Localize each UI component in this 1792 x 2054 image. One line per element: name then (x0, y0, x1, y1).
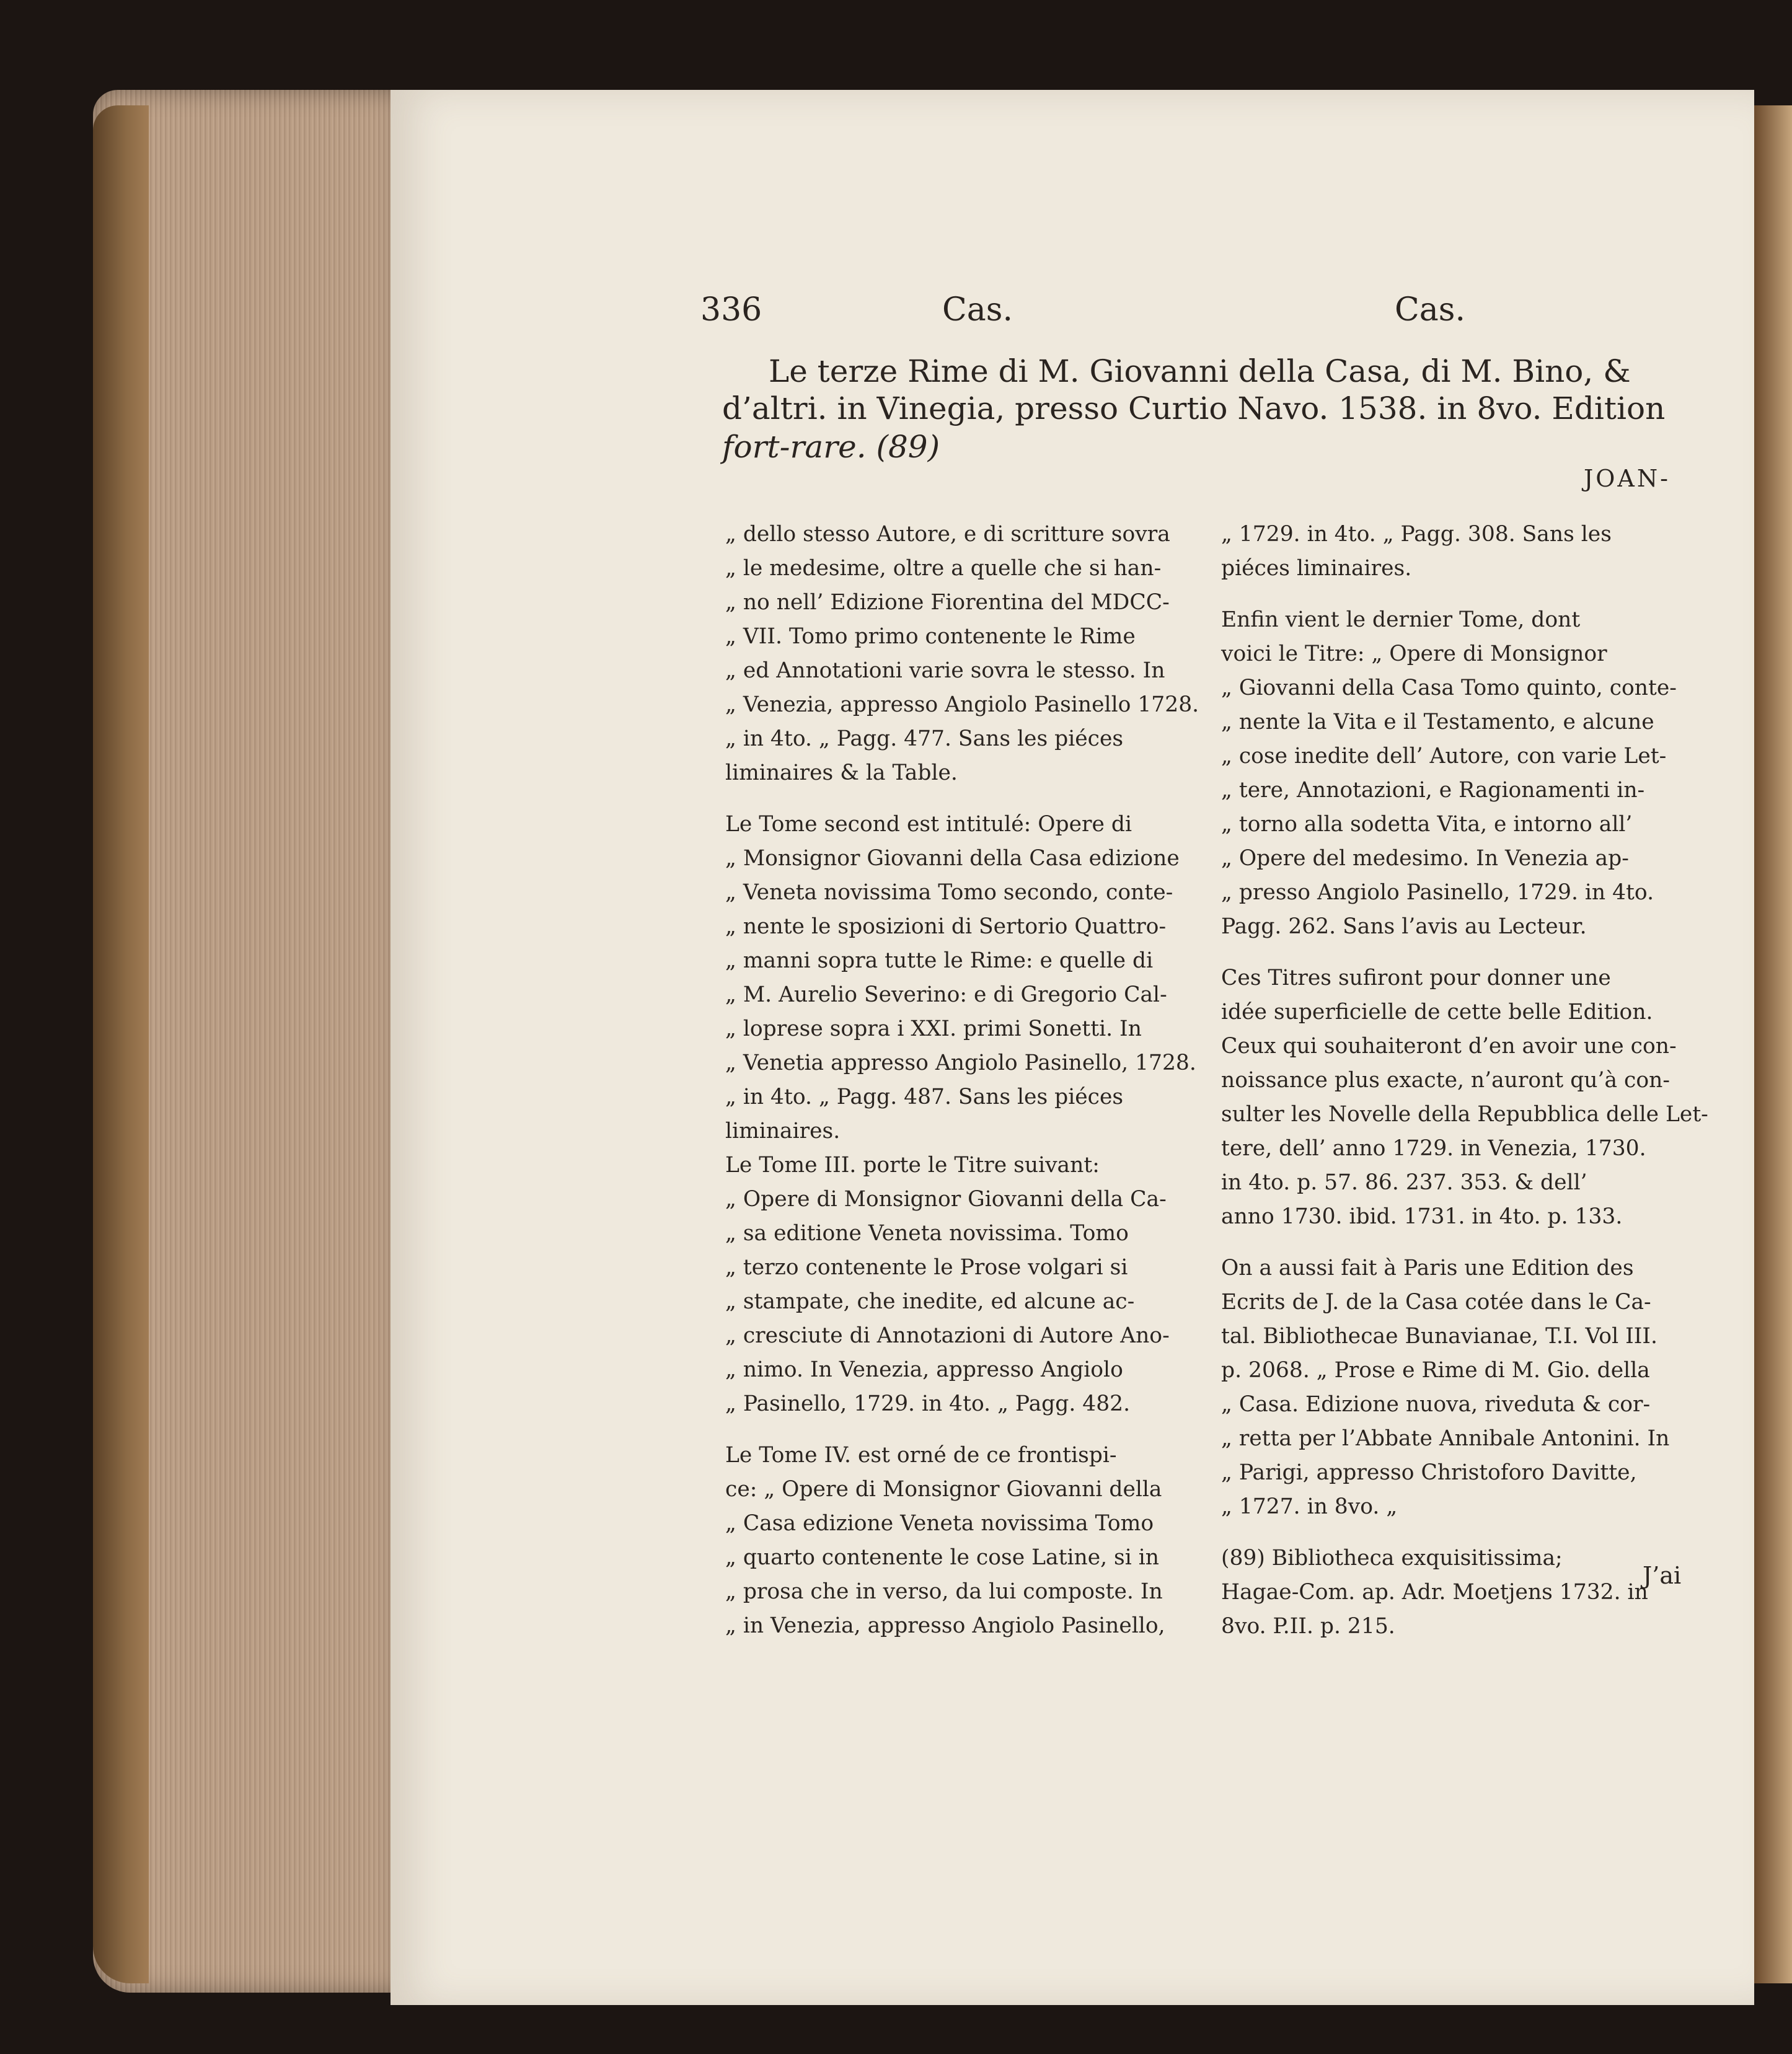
text-line: in 4to. p. 57. 86. 237. 353. & dell’ (1221, 1170, 1587, 1195)
text-line: „ Veneta novissima Tomo secondo, conte- (725, 880, 1173, 905)
title-line-3: fort-rare. (89) (722, 429, 940, 465)
text-line: „ ed Annotationi varie sovra le stesso. In (725, 658, 1165, 683)
paragraph-gap (1221, 944, 1686, 961)
text-line: „ Giovanni della Casa Tomo quinto, conte- (1221, 676, 1677, 700)
text-line: „ prosa che in verso, da lui composte. In (725, 1579, 1163, 1604)
text-line: „ VII. Tomo primo contenente le Rime (725, 624, 1136, 649)
text-line: „ Opere del medesimo. In Venezia ap- (1221, 846, 1629, 871)
left-column (725, 518, 1199, 1643)
text-line: „ 1727. in 8vo. „ (1221, 1494, 1398, 1519)
footnote-line: (89) Bibliotheca exquisitissima; (1221, 1546, 1563, 1571)
text-line: „ Casa. Edizione nuova, riveduta & cor- (1221, 1392, 1651, 1417)
text-line: „ cresciute di Annotazioni di Autore Ano- (725, 1323, 1170, 1348)
text-line: liminaires & la Table. (725, 760, 958, 785)
title-line-2: d’altri. in Vinegia, presso Curtio Navo. 1538. in 8vo. Edition (722, 390, 1666, 426)
text-line: voici le Titre: „ Opere di Monsignor (1221, 641, 1607, 666)
text-line: „ Opere di Monsignor Giovanni della Ca- (725, 1187, 1167, 1212)
text-line: „ Pasinello, 1729. in 4to. „ Pagg. 482. (725, 1391, 1131, 1416)
text-line: „ loprese sopra i XXI. primi Sonetti. In (725, 1016, 1142, 1041)
paragraph-gap (1221, 586, 1686, 603)
text-line: „ Parigi, appresso Christoforo Davitte, (1221, 1460, 1637, 1485)
text-line: „ in 4to. „ Pagg. 477. Sans les piéces (725, 726, 1124, 751)
text-line: „ nente le sposizioni di Sertorio Quattro- (725, 914, 1167, 939)
text-line: Le Tome IV. est orné de ce frontispi- (725, 1443, 1117, 1468)
text-line: Pagg. 262. Sans l’avis au Lecteur. (1221, 914, 1587, 939)
text-line: „ 1729. in 4to. „ Pagg. 308. Sans les (1221, 522, 1612, 547)
text-line: „ no nell’ Edizione Fiorentina del MDCC- (725, 590, 1170, 615)
text-line: „ nimo. In Venezia, appresso Angiolo (725, 1357, 1123, 1382)
text-line: Ecrits de J. de la Casa cotée dans le Ca- (1221, 1290, 1651, 1315)
text-line: Le Tome III. porte le Titre suivant: (725, 1153, 1100, 1178)
text-line: Le Tome second est intitulé: Opere di (725, 812, 1132, 837)
text-line: „ tere, Annotazioni, e Ragionamenti in- (1221, 778, 1645, 803)
text-line: „ retta per l’Abbate Annibale Antonini. In (1221, 1426, 1670, 1451)
text-line: „ manni sopra tutte le Rime: e quelle di (725, 948, 1154, 973)
paragraph-gap (1221, 1234, 1686, 1251)
text-line: p. 2068. „ Prose e Rime di M. Gio. della (1221, 1358, 1650, 1383)
right-column (1221, 518, 1708, 1644)
text-line: „ nente la Vita e il Testamento, e alcune (1221, 710, 1654, 734)
text-line: „ terzo contenente le Prose volgari si (725, 1255, 1128, 1280)
text-line: On a aussi fait à Paris une Edition des (1221, 1256, 1634, 1280)
text-line: „ in Venezia, appresso Angiolo Pasinello, (725, 1613, 1165, 1638)
book-cover-edge (93, 105, 149, 1983)
text-line: liminaires. (725, 1119, 841, 1144)
paragraph-gap (1221, 1524, 1686, 1541)
facing-page-edge (1754, 105, 1792, 1983)
running-head-right: Cas. (1395, 291, 1466, 328)
catchword-top: JOAN- (1584, 465, 1671, 492)
text-line: noissance plus exacte, n’auront qu’à con- (1221, 1068, 1670, 1093)
text-line: tal. Bibliothecae Bunavianae, T.I. Vol III. (1221, 1324, 1657, 1349)
text-line: Enfin vient le dernier Tome, dont (1221, 607, 1581, 632)
footnote-line: Hagae-Com. ap. Adr. Moetjens 1732. in (1221, 1580, 1648, 1605)
text-line: „ in 4to. „ Pagg. 487. Sans les piéces (725, 1085, 1124, 1109)
text-line: „ cose inedite dell’ Autore, con varie Let- (1221, 744, 1667, 769)
text-line: „ dello stesso Autore, e di scritture sovra (725, 522, 1170, 547)
title-line-1: Le terze Rime di M. Giovanni della Casa, di M. Bino, & (769, 353, 1631, 389)
text-line: Ces Titres sufiront pour donner une (1221, 966, 1611, 990)
paragraph-gap (725, 1421, 1196, 1439)
text-line: „ le medesime, oltre a quelle che si han- (725, 556, 1162, 581)
text-line: „ M. Aurelio Severino: e di Gregorio Cal- (725, 982, 1167, 1007)
text-line: „ Monsignor Giovanni della Casa edizione (725, 846, 1180, 871)
text-line: „ presso Angiolo Pasinello, 1729. in 4to. (1221, 880, 1654, 905)
text-line: idée superficielle de cette belle Edition. (1221, 1000, 1653, 1025)
text-line: sulter les Novelle della Repubblica delle Let- (1221, 1102, 1708, 1127)
text-line: Ceux qui souhaiteront d’en avoir une con- (1221, 1034, 1677, 1059)
text-line: tere, dell’ anno 1729. in Venezia, 1730. (1221, 1136, 1646, 1161)
text-line: ce: „ Opere di Monsignor Giovanni della (725, 1477, 1162, 1502)
text-line: „ quarto contenente le cose Latine, si in (725, 1545, 1160, 1570)
text-line: „ stampate, che inedite, ed alcune ac- (725, 1289, 1135, 1314)
text-line: „ sa editione Veneta novissima. Tomo (725, 1221, 1129, 1246)
text-line: „ Venezia, appresso Angiolo Pasinello 1728. (725, 692, 1199, 717)
text-line: „ torno alla sodetta Vita, e intorno all’ (1221, 812, 1633, 837)
text-line: piéces liminaires. (1221, 556, 1412, 581)
catchword-bottom: J’ai (1643, 1562, 1682, 1589)
page-number: 336 (700, 291, 762, 328)
footnote-line: 8vo. P.II. p. 215. (1221, 1614, 1395, 1639)
text-line: „ Venetia appresso Angiolo Pasinello, 1728. (725, 1051, 1196, 1075)
running-head-left: Cas. (942, 291, 1013, 328)
paragraph-gap (725, 790, 1196, 808)
text-line: „ Casa edizione Veneta novissima Tomo (725, 1511, 1154, 1536)
text-line: anno 1730. ibid. 1731. in 4to. p. 133. (1221, 1204, 1623, 1229)
